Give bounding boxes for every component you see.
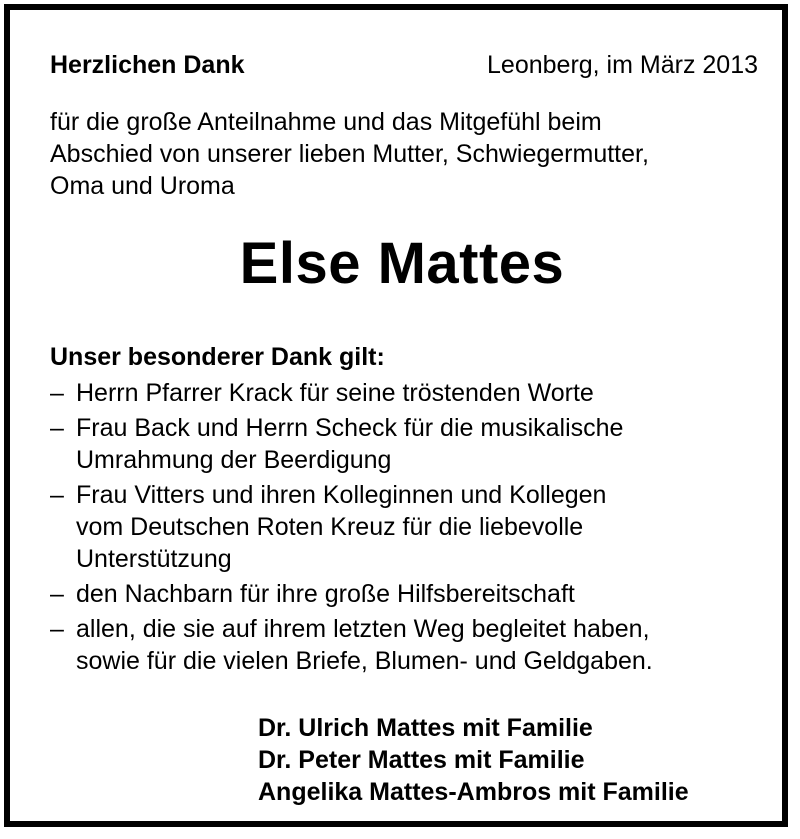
notice-header	[50, 48, 758, 82]
list-item-line: Herrn Pfarrer Krack für seine tröstenden Worte	[76, 379, 594, 407]
dash-bullet: –	[50, 580, 64, 608]
list-item-line: allen, die sie auf ihrem letzten Weg begleitet haben,	[76, 615, 650, 643]
intro-line: Abschied von unserer lieben Mutter, Schwiegermutter,	[50, 140, 649, 168]
list-item-line: Frau Vitters und ihren Kolleginnen und Kollegen	[76, 481, 607, 509]
dash-bullet: –	[50, 414, 64, 442]
place-and-date: Leonberg, im März 2013	[487, 51, 758, 79]
signature-line: Angelika Mattes-Ambros mit Familie	[258, 778, 689, 806]
dash-bullet: –	[50, 615, 64, 643]
list-item	[50, 412, 770, 476]
deceased-name: Else Mattes	[239, 231, 565, 296]
special-thanks-section	[50, 340, 770, 677]
list-item-line: Unterstützung	[76, 545, 232, 573]
list-item	[50, 377, 770, 409]
signature-line: Dr. Peter Mattes mit Familie	[258, 746, 585, 774]
intro-line: Oma und Uroma	[50, 172, 235, 200]
dash-bullet: –	[50, 379, 64, 407]
list-item	[50, 613, 770, 677]
thanks-title: Herzlichen Dank	[50, 51, 245, 79]
obituary-thank-you-notice	[4, 4, 788, 827]
list-item-line: den Nachbarn für ihre große Hilfsbereitschaft	[76, 580, 575, 608]
thanks-list	[50, 377, 770, 677]
intro-text	[50, 106, 770, 202]
family-signatures	[258, 712, 689, 808]
list-item-line: Umrahmung der Beerdigung	[76, 446, 392, 474]
intro-line: für die große Anteilnahme und das Mitgefühl beim	[50, 108, 602, 136]
list-item-line: Frau Back und Herrn Scheck für die musikalische	[76, 414, 624, 442]
special-thanks-heading: Unser besonderer Dank gilt:	[50, 343, 385, 371]
list-item	[50, 578, 770, 610]
dash-bullet: –	[50, 481, 64, 509]
signature-line: Dr. Ulrich Mattes mit Familie	[258, 714, 593, 742]
list-item	[50, 479, 770, 575]
list-item-line: sowie für die vielen Briefe, Blumen- und Geldgaben.	[76, 647, 653, 675]
list-item-line: vom Deutschen Roten Kreuz für die liebevolle	[76, 513, 584, 541]
